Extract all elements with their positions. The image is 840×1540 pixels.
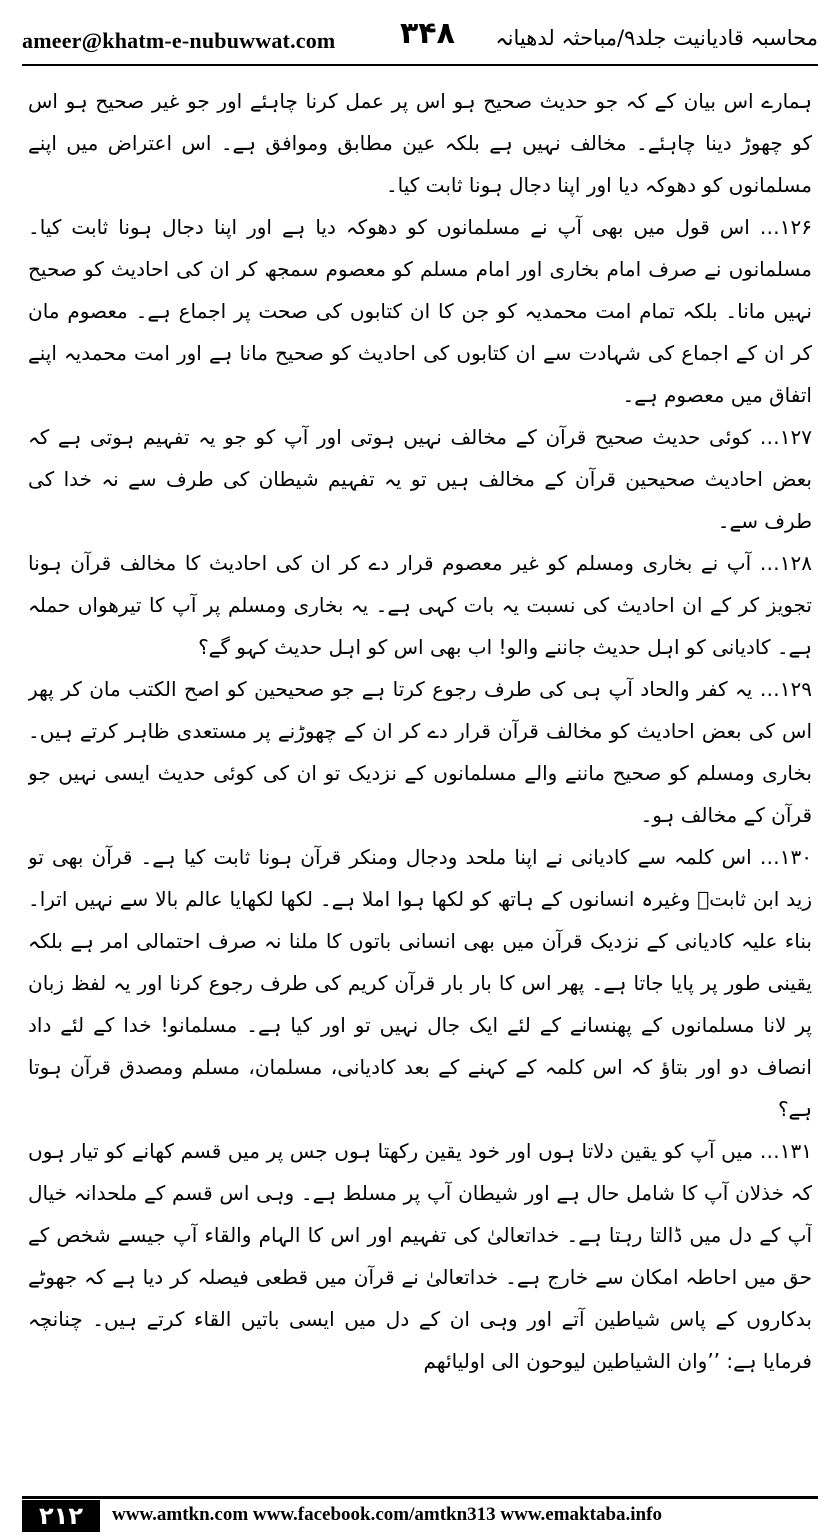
paragraph-126: ۱۲۶… اس قول میں بھی آپ نے مسلمانوں کو دھوکہ دیا ہے اور اپنا دجال ہونا ثابت کیا۔ مسلمانوں نے صرف امام بخاری اور امام مسلم کو معصوم سمجھ کر ان کی احادیث کو صحیح نہیں مانا۔ بلکہ تمام امت محمدیہ کو جن کا ان کتابوں کی صحت پر اجماع ہے۔ معصوم مان کر ان کے اجماع کی شہادت سے ان کتابوں کی احادیث کو صحیح مانا ہے اور امت محمدیہ اپنے اتفاق میں معصوم ہے۔	[28, 215, 812, 407]
footer-links[interactable]: www.amtkn.com www.facebook.com/amtkn313 www.emaktaba.info	[112, 1504, 662, 1525]
page-header	[22, 14, 818, 64]
header-page-number: ۳۴۸	[400, 16, 455, 51]
paragraph-128: ۱۲۸… آپ نے بخاری ومسلم کو غیر معصوم قرار دے کر ان کی احادیث کا مخالف قرآن ہونا تجویز کر کے ان احادیث کی نسبت یہ بات کہی ہے۔ یہ بخاری ومسلم پر آپ کا تیرھواں حملہ ہے۔ کادیانی کو اہل حدیث جاننے والو! اب بھی اس کو اہل حدیث کہو گے؟	[28, 551, 812, 659]
paragraph-131: ۱۳۱… میں آپ کو یقین دلاتا ہوں اور خود یقین رکھتا ہوں جس پر میں قسم کھانے کو تیار ہوں کہ خذلان آپ کا شامل حال ہے اور شیطان آپ پر مسلط ہے۔ وہی اس قسم کے ملحدانہ خیال آپ کے دل میں ڈالتا رہتا ہے۔ خداتعالیٰ کی تفہیم اور اس کا الہام والقاء آپ جیسے شخص کے حق میں احاطہ امکان سے خارج ہے۔ خداتعالیٰ نے قرآن میں قطعی فیصلہ کر دیا ہے کہ جھوٹے بدکاروں کے پاس شیاطین آتے اور وہی ان کے دل میں ایسی باتیں القاء کرتے ہیں۔ چنانچہ فرمایا ہے: ’’وان الشیاطین لیوحون الی اولیائهم	[28, 1139, 812, 1373]
body-text	[28, 80, 812, 1480]
paragraph-intro: ہمارے اس بیان کے کہ جو حدیث صحیح ہو اس پر عمل کرنا چاہئے اور جو غیر صحیح ہو اس کو چھوڑ دینا چاہئے۔ مخالف نہیں ہے بلکہ عین مطابق وموافق ہے۔ اس اعتراض میں اپنے مسلمانوں کو دھوکہ دیا اور اپنا دجال ہونا ثابت کیا۔	[28, 89, 812, 197]
footer-divider	[22, 1496, 818, 1499]
header-divider	[22, 64, 818, 66]
paragraph-130: ۱۳۰… اس کلمہ سے کادیانی نے اپنا ملحد ودجال ومنکر قرآن ہونا ثابت کیا ہے۔ قرآن بھی تو زید ابن ثابتؓ وغیرہ انسانوں کے ہاتھ کو لکھا ہوا املا ہے۔ لکھا لکھایا عالم بالا سے نہیں اترا۔ بناء علیہ کادیانی کے نزدیک قرآن میں بھی انسانی باتوں کا ملنا نہ صرف احتمالی امر ہے بلکہ یقینی طور پر پایا جاتا ہے۔ پھر اس کا بار بار قرآن کریم کی طرف رجوع کرنا اور یہ لفظ زبان پر لانا مسلمانوں کے پھنسانے کے لئے ایک جال نہیں تو اور کیا ہے۔ مسلمانو! خدا کے لئے داد انصاف دو اور بتاؤ کہ اس کلمہ کے کہنے کے بعد کادیانی، مسلمان، مسلم ومصدق قرآن ہوتا ہے؟	[28, 845, 812, 1121]
footer-page-number: ۲۱۲	[22, 1500, 100, 1532]
paragraph-129: ۱۲۹… یہ کفر والحاد آپ ہی کی طرف رجوع کرتا ہے جو صحیحین کو اصح الکتب مان کر پھر اس کی بعض احادیث کو مخالف قرآن قرار دے کر ان کے چھوڑنے پر مستعدی ظاہر کرتے ہیں۔ بخاری ومسلم کو صحیح ماننے والے مسلمانوں کے نزدیک تو ان کی کوئی حدیث ایسی نہیں جو قرآن کے مخالف ہو۔	[28, 677, 812, 827]
header-book-title: محاسبہ قادیانیت جلد۹/مباحثہ لدھیانہ	[495, 26, 818, 50]
page-footer	[22, 1496, 818, 1536]
header-email: ameer@khatm-e-nubuwwat.com	[22, 28, 336, 53]
paragraph-127: ۱۲۷… کوئی حدیث صحیح قرآن کے مخالف نہیں ہوتی اور آپ کو جو یہ تفہیم ہوتی ہے کہ بعض احادیث صحیحین قرآن کے مخالف ہیں تو یہ تفہیم شیطان کی طرف سے نہ خدا کی طرف سے۔	[28, 425, 812, 533]
